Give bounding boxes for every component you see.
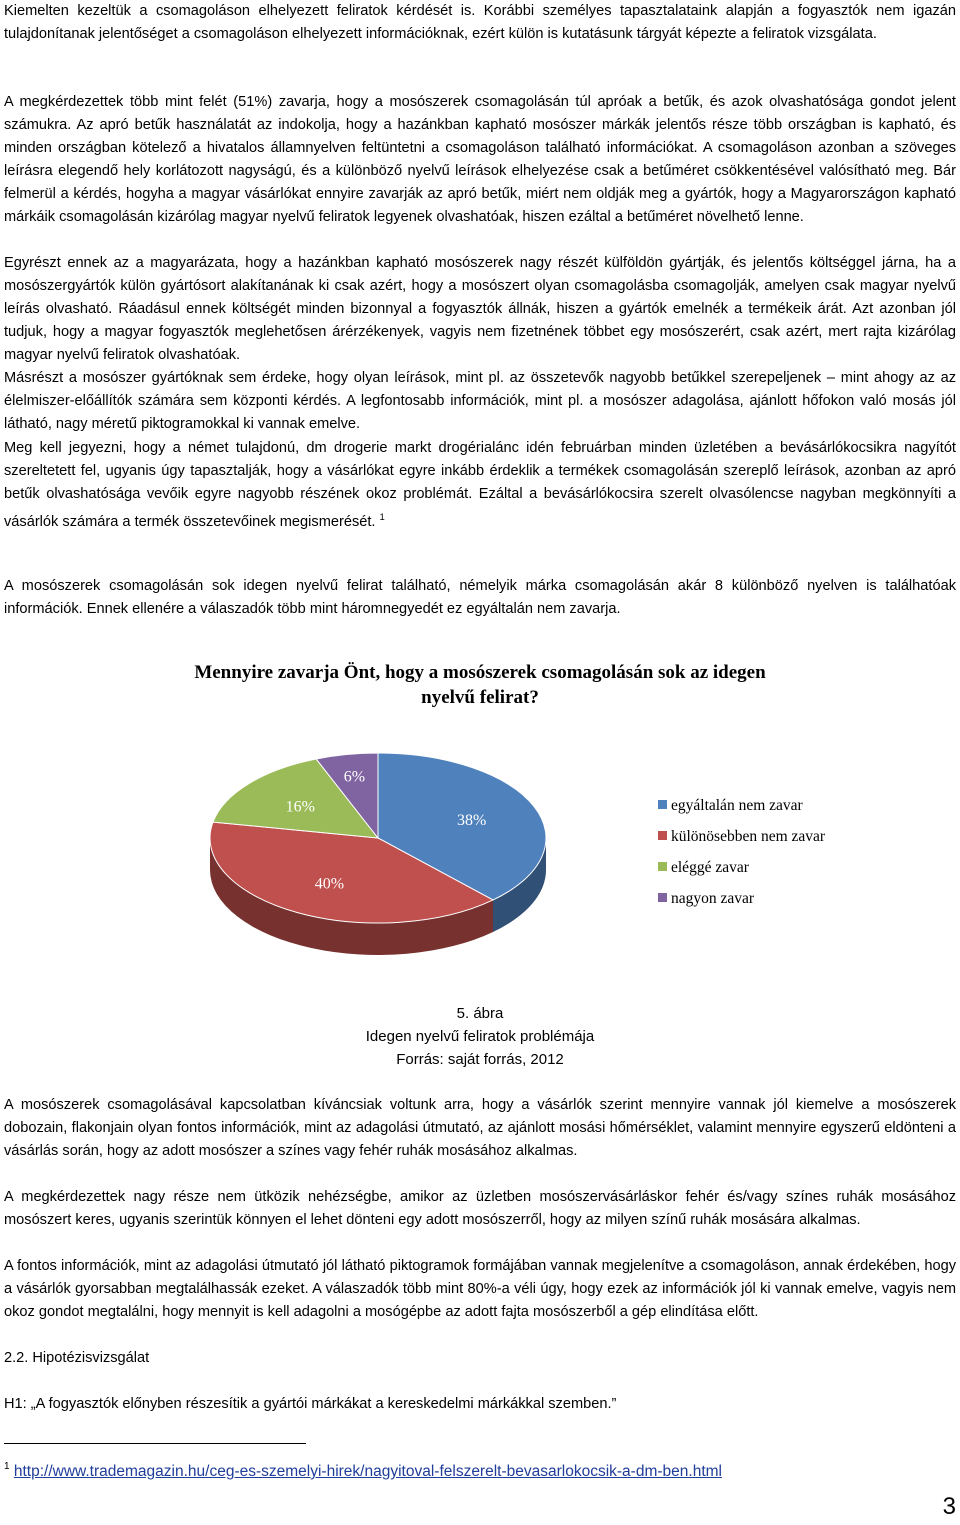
hypothesis-h1: H1: „A fogyasztók előnyben részesítik a gyártói márkákat a kereskedelmi márkákkal szemben.” [4,1396,617,1412]
chart-title: Mennyire zavarja Önt, hogy a mosószerek csomagolásán sok az idegen nyelvű felirat? [194,662,766,708]
figure-source: Forrás: saját forrás, 2012 [396,1051,564,1068]
legend-label-3: eléggé zavar [671,859,749,876]
legend-swatch-3 [658,862,667,871]
chart-legend [658,797,826,907]
paragraph-5-text: Meg kell jegyezni, hogy a német tulajdonú, dm drogerie markt drogérialánc idén februárban minden üzletében a bevásárlókocsikra nagyítót szereltetett fel, ugyanis úgy tapasztalják, hogy a vásárlókat egyre inkább érdeklik a termékek csomagolásán szereplő leírások, azonban az apró betűk olvashatósága vevőik egyre nagyobb részének okoz problémát. Ezáltal a bevásárlókocsira szerelt olvasólencse nagyban megkönnyíti a vásárlók számára a termék összetevőinek megismerését. [4,440,956,531]
paragraph-7: A mosószerek csomagolásával kapcsolatban kíváncsiak voltunk arra, hogy a vásárlók szerint mennyire vannak jól kiemelve a mosószerek dobozain, flakonjain olyan fontos információk, mint az adagolási útmutató, az ajánlott mosási hőmérséklet, valamint mennyire egyszerű eldönteni a vásárlás során, hogy az adott mosószer a színes vagy fehér ruhák mosásához alkalmas. [4,1097,956,1160]
pie-value-label-3: 16% [285,798,315,816]
legend-swatch-1 [658,800,667,809]
paragraph-6: A mosószerek csomagolásán sok idegen nyelvű felirat található, némelyik márka csomagolásán akár 8 különböző nyelven is találhatóak információk. Ennek ellenére a válaszadók több mint háromnegyedét ez egyáltalán nem zavarja. [4,578,956,618]
paragraph-3: Egyrészt ennek az a magyarázata, hogy a hazánkban kapható mosószerek nagy részét külföldön gyártják, és jelentős költséggel járna, ha a mosószergyártók külön gyártósort alakítanának ki csak azért, hogy a mosószert olyan csomagolásba csomagolják, amelyen csak magyar nyelvű leírás olvasható. Ráadásul ennek költségét minden bizonnyal a fogyasztók állnák, hiszen a gyártók emelnék a termékeik árát. Azt azonban jól tudjuk, hogy a magyar fogyasztók meglehetősen árérzékenyek, vagyis nem fizetnének többet egy mosószerért, csak azért, mert rajta kizárólag magyar nyelvű feliratok olvashatóak. [4,255,956,364]
figure-title: Idegen nyelvű feliratok problémája [365,1028,595,1045]
pie-value-label-1: 38% [457,812,487,830]
footnote [4,1456,722,1483]
footnote-reference: 1 [379,512,385,524]
legend-label-2: különösebben nem zavar [671,828,826,845]
pie-slices [210,753,546,955]
paragraph-4: Másrészt a mosószer gyártóknak sem érdeke, hogy olyan leírások, mint pl. az összetevők nagyobb betűkkel szerepeljenek – mint ahogy az az élelmiszer-előállítók számára sem központi kérdés. A legfontosabb információk, mint pl. a mosószer adagolása, ajánlott hőfokon való mosás jól látható, nagy méretű piktogramokkal ki vannak emelve. [4,370,956,433]
footnote-divider [4,1443,306,1444]
legend-swatch-4 [658,893,667,902]
footnote-link[interactable]: http://www.trademagazin.hu/ceg-es-szemelyi-hirek/nagyitoval-felszerelt-bevasarlokocsik-a-dm-ben.html [13,1463,722,1480]
paragraph-8: A megkérdezettek nagy része nem ütközik nehézségbe, amikor az üzletben mosószervásárláskor fehér és/vagy színes ruhák mosásához mosószert keres, ugyanis szerintük könnyen el lehet dönteni egy adott mosószerről, hogy az milyen színű ruhák mosására alkalmas. [4,1189,956,1229]
page-number: 3 [942,1493,956,1520]
legend-label-1: egyáltalán nem zavar [671,797,803,814]
figure-number: 5. ábra [456,1005,504,1022]
paragraph-9: A fontos információk, mint az adagolási útmutató jól látható piktogramok formájában vannak megjelenítve a csomagoláson, annak érdekében, hogy a vásárlók gyorsabban megtalálhassák ezeket. A válaszadók több mint 80%-a véli úgy, hogy ezek az információk jól ki vannak emelve, vagyis nem okoz gondot megtalálni, hogy mennyit is kell adagolni a mosógépbe az adott fajta mosószerből a gép elindítása előtt. [4,1258,956,1321]
paragraph-2: A megkérdezettek több mint felét (51%) zavarja, hogy a mosószerek csomagolásán túl apróak a betűk, és azok olvashatósága gondot jelent számukra. Az apró betűk használatát az indokolja, hogy a hazánkban kapható mosószer márkák jelentős része több országban is kapható, és minden országban kötelező a hivatalos államnyelven feltüntetni a csomagoláson található információkat. A csomagoláson azonban a szöveges leírásra elegendő hely korlátozott nagyságú, és a különböző nyelvű leírások elhelyezése csak a betűméret csökkentésével valósítható meg. Bár felmerül a kérdés, hogyha a magyar vásárlókat ennyire zavarják az apró betűk, miért nem oldják meg a gyártók, hogy a Magyarországon kapható márkáik csomagolásán kizárólag magyar nyelvű feliratok legyenek olvashatóak, hiszen ezáltal a betűméret növelhető lenne. [4,94,956,226]
pie-value-label-4: 6% [343,768,366,786]
footnote-mark: 1 [4,1461,10,1472]
pie-value-label-2: 40% [314,875,345,893]
legend-label-4: nagyon zavar [671,890,755,907]
section-heading: 2.2. Hipotézisvizsgálat [4,1350,150,1366]
paragraph-1: Kiemelten kezeltük a csomagoláson elhelyezett feliratok kérdését is. Korábbi személyes tapasztalataink alapján a fogyasztók nem igazán tulajdonítanak jelentőséget a csomagoláson elhelyezett információknak, ezért külön is kutatásunk tárgyát képezte a feliratok vizsgálata. [4,3,956,43]
legend-swatch-2 [658,831,667,840]
